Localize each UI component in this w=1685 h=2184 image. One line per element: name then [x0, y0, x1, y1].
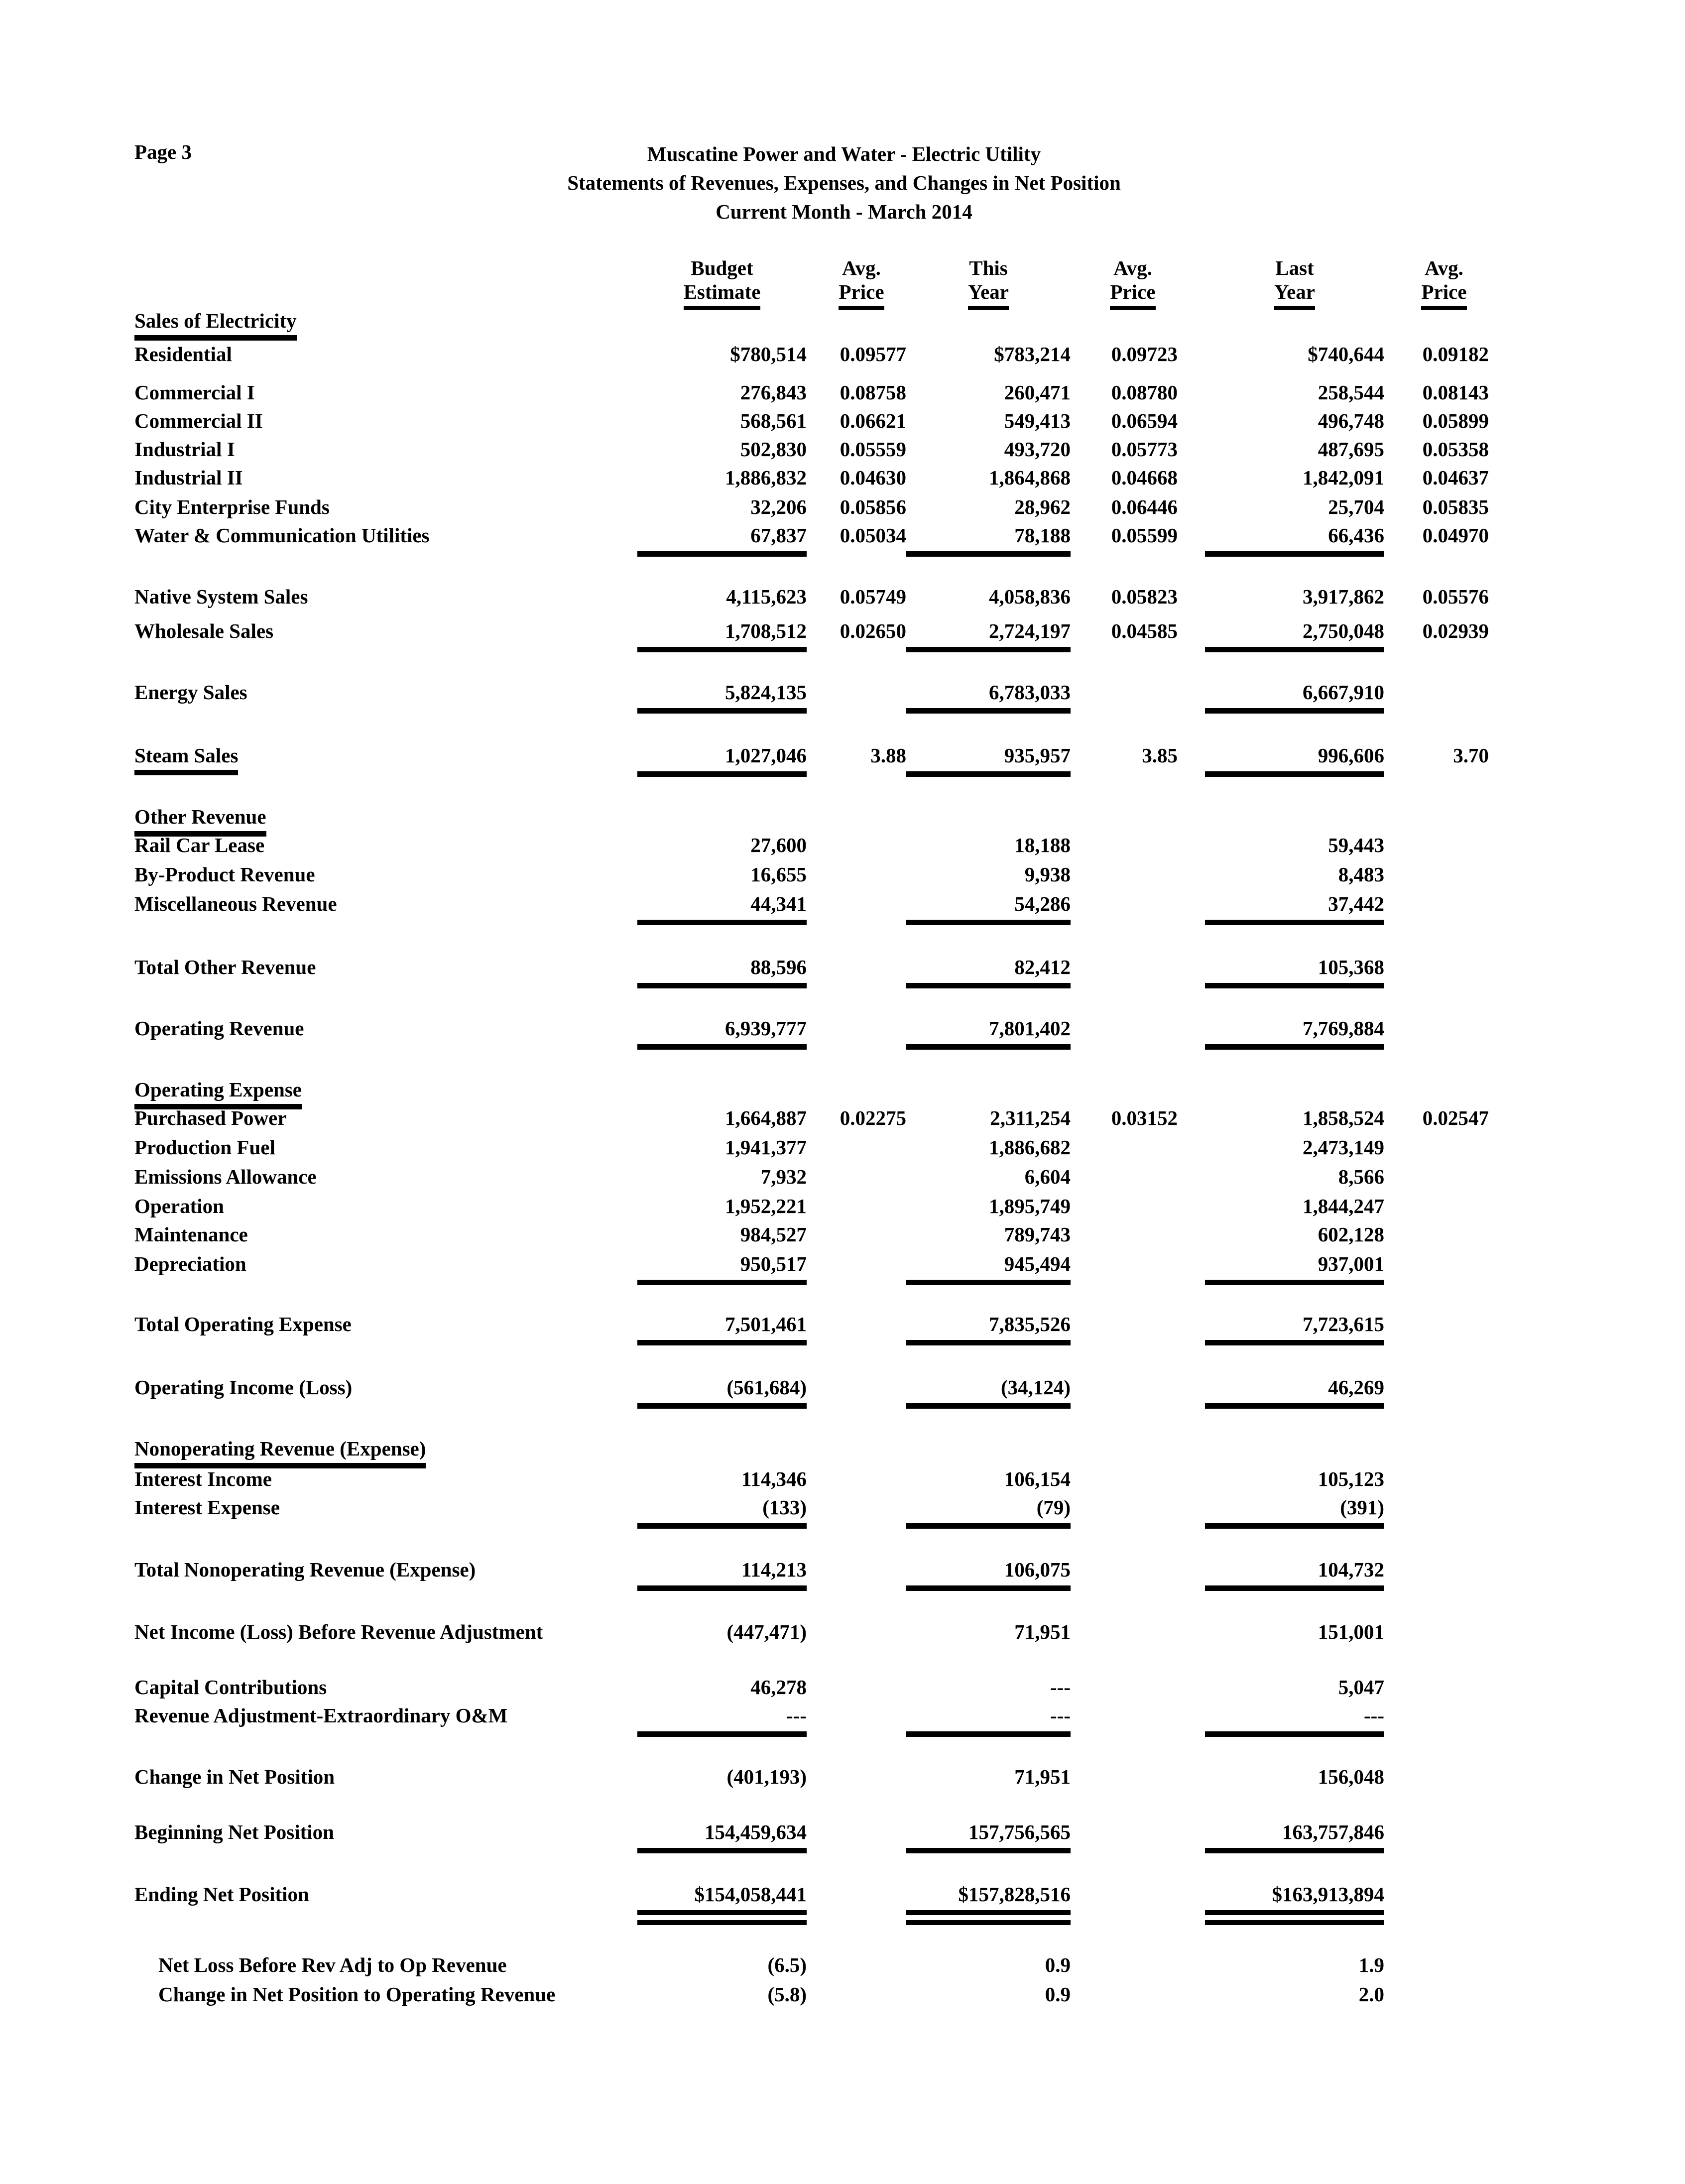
- table-row: [134, 803, 1489, 831]
- table-body: [134, 307, 1489, 2009]
- cell-value: 16,655: [750, 863, 807, 886]
- table-row: [134, 1556, 1489, 1591]
- cell-value: 0.05576: [1422, 585, 1489, 608]
- cell-value: 3.85: [1142, 744, 1178, 767]
- col-header-this-year-line2: Year: [968, 280, 1009, 310]
- cell-value: 59,443: [1328, 834, 1384, 856]
- cell-value: 0.04585: [1111, 619, 1178, 642]
- cell-value: 2,311,254: [990, 1106, 1071, 1129]
- row-label: Emissions Allowance: [134, 1165, 317, 1188]
- cell-value: 5,047: [1338, 1676, 1384, 1699]
- row-label: Net Income (Loss) Before Revenue Adjustment: [134, 1620, 543, 1643]
- cell-value: (401,193): [726, 1765, 807, 1788]
- table-row: [134, 407, 1489, 435]
- row-label: By-Product Revenue: [134, 863, 315, 886]
- row-label: City Enterprise Funds: [134, 495, 330, 518]
- cell-value: 0.05773: [1111, 438, 1178, 461]
- cell-value: 1,886,832: [725, 466, 807, 489]
- col-header-budget-line2: Estimate: [684, 280, 761, 310]
- cell-value: 71,951: [1014, 1765, 1071, 1788]
- cell-value: 28,962: [1014, 495, 1071, 518]
- row-label: Native System Sales: [134, 585, 308, 608]
- column-headers-line1: [134, 256, 1489, 280]
- cell-value: 0.09182: [1422, 343, 1489, 365]
- cell-value: 1,886,682: [989, 1136, 1071, 1159]
- row-label: Operation: [134, 1195, 224, 1217]
- cell-value: 7,801,402: [906, 1017, 1071, 1050]
- cell-value: 0.02275: [840, 1106, 906, 1129]
- cell-value: 7,501,461: [637, 1313, 807, 1345]
- cell-value: 1,708,512: [637, 619, 807, 652]
- cell-value: 0.05823: [1111, 585, 1178, 608]
- cell-value: 789,743: [1004, 1223, 1071, 1246]
- cell-value: 258,544: [1318, 381, 1384, 404]
- row-label: Net Loss Before Rev Adj to Op Revenue: [158, 1953, 507, 1976]
- document-header: [50, 139, 1638, 226]
- cell-value: 1,844,247: [1303, 1195, 1384, 1217]
- cell-value: 46,278: [750, 1676, 807, 1699]
- cell-value: 996,606: [1205, 744, 1384, 777]
- cell-value: 54,286: [906, 892, 1071, 925]
- cell-value: 6,604: [1024, 1165, 1071, 1188]
- row-label: Miscellaneous Revenue: [134, 892, 337, 915]
- cell-value: 0.09577: [840, 343, 906, 365]
- cell-value: 151,001: [1318, 1620, 1384, 1643]
- table-row: [134, 1435, 1489, 1463]
- cell-value: 7,932: [760, 1165, 807, 1188]
- cell-value: 0.04630: [840, 466, 906, 489]
- cell-value: 27,600: [750, 834, 807, 856]
- cell-value: 496,748: [1318, 409, 1384, 432]
- table-row: [134, 1192, 1489, 1220]
- cell-value: 0.05559: [840, 438, 906, 461]
- cell-value: 0.02547: [1422, 1106, 1489, 1129]
- table-row: [134, 1980, 1489, 2009]
- row-label: Operating Income (Loss): [134, 1376, 353, 1399]
- cell-value: (391): [1205, 1496, 1384, 1529]
- cell-value: 106,075: [906, 1558, 1071, 1591]
- row-label: Residential: [134, 343, 232, 365]
- cell-value: ---: [906, 1704, 1071, 1737]
- cell-value: 487,695: [1318, 438, 1384, 461]
- col-header-budget: Budget: [691, 256, 753, 279]
- cell-value: 260,471: [1004, 381, 1071, 404]
- cell-value: 950,517: [637, 1252, 807, 1285]
- cell-value: 1,842,091: [1303, 466, 1384, 489]
- row-label: Water & Communication Utilities: [134, 524, 430, 547]
- table-row: [134, 678, 1489, 714]
- cell-value: $780,514: [730, 343, 807, 365]
- cell-value: 104,732: [1205, 1558, 1384, 1591]
- cell-value: 9,938: [1024, 863, 1071, 886]
- cell-value: 106,154: [1004, 1467, 1071, 1490]
- cell-value: (6.5): [767, 1953, 807, 1976]
- page-number: Page 3: [134, 140, 192, 163]
- col-header-avg-price-3-line2: Price: [1421, 280, 1466, 310]
- table-row: [134, 890, 1489, 925]
- cell-value: 1,952,221: [725, 1195, 807, 1217]
- row-label: Rail Car Lease: [134, 834, 265, 856]
- cell-value: (79): [906, 1496, 1071, 1529]
- cell-value: $154,058,441: [637, 1883, 807, 1925]
- cell-value: 2,750,048: [1205, 619, 1384, 652]
- table-row: [134, 340, 1489, 368]
- section-header-label: Nonoperating Revenue (Expense): [134, 1437, 426, 1468]
- cell-value: 7,835,526: [906, 1313, 1071, 1345]
- cell-value: 0.9: [1045, 1983, 1071, 2006]
- cell-value: 6,939,777: [637, 1017, 807, 1050]
- col-header-avg-price-2-line2: Price: [1110, 280, 1155, 310]
- table-row: [134, 1310, 1489, 1345]
- cell-value: $163,913,894: [1205, 1883, 1384, 1925]
- table-row: [134, 953, 1489, 988]
- cell-value: 1,858,524: [1303, 1106, 1384, 1129]
- table-row: [134, 1014, 1489, 1050]
- row-label: Energy Sales: [134, 681, 247, 704]
- cell-value: 66,436: [1205, 524, 1384, 557]
- table-row: [134, 1076, 1489, 1104]
- cell-value: 154,459,634: [637, 1820, 807, 1853]
- cell-value: 1,027,046: [637, 744, 807, 777]
- cell-value: 44,341: [637, 892, 807, 925]
- cell-value: 502,830: [740, 438, 807, 461]
- cell-value: 105,368: [1205, 956, 1384, 988]
- cell-value: 8,566: [1338, 1165, 1384, 1188]
- row-label: Industrial I: [134, 438, 235, 461]
- col-header-avg-price-3: Avg.: [1425, 256, 1463, 279]
- cell-value: 0.06621: [840, 409, 906, 432]
- table-row: [134, 1250, 1489, 1285]
- cell-value: 37,442: [1205, 892, 1384, 925]
- table-row: [134, 1104, 1489, 1132]
- table-row: [134, 1673, 1489, 1701]
- col-header-avg-price-1: Avg.: [842, 256, 881, 279]
- cell-value: 7,723,615: [1205, 1313, 1384, 1345]
- cell-value: 0.05856: [840, 495, 906, 518]
- cell-value: $157,828,516: [906, 1883, 1071, 1925]
- row-label: Change in Net Position to Operating Revenue: [158, 1983, 556, 2006]
- cell-value: 0.05599: [1111, 524, 1178, 547]
- cell-value: 46,269: [1205, 1376, 1384, 1409]
- cell-value: 157,756,565: [906, 1820, 1071, 1853]
- table-row: [134, 741, 1489, 777]
- row-label: Revenue Adjustment-Extraordinary O&M: [134, 1704, 508, 1727]
- col-header-avg-price-1-line2: Price: [839, 280, 884, 310]
- table-row: [134, 1618, 1489, 1646]
- row-label: Maintenance: [134, 1223, 248, 1246]
- cell-value: 67,837: [637, 524, 807, 557]
- table-row: [134, 1880, 1489, 1925]
- cell-value: 105,123: [1318, 1467, 1384, 1490]
- row-label: Interest Expense: [134, 1496, 280, 1519]
- cell-value: 1,864,868: [989, 466, 1071, 489]
- cell-value: 0.05034: [840, 524, 906, 547]
- row-label: Total Other Revenue: [134, 956, 316, 978]
- col-header-this-year: This: [969, 256, 1008, 279]
- cell-value: 602,128: [1318, 1223, 1384, 1246]
- cell-value: 0.08758: [840, 381, 906, 404]
- cell-value: 2,473,149: [1303, 1136, 1384, 1159]
- cell-value: 0.05835: [1422, 495, 1489, 518]
- cell-value: 0.04970: [1422, 524, 1489, 547]
- col-header-last-year-line2: Year: [1274, 280, 1315, 310]
- table-row: [134, 493, 1489, 521]
- cell-value: 0.09723: [1111, 343, 1178, 365]
- cell-value: 8,483: [1338, 863, 1384, 886]
- cell-value: 276,843: [740, 381, 807, 404]
- row-label: Operating Revenue: [134, 1017, 304, 1040]
- cell-value: 4,058,836: [989, 585, 1071, 608]
- cell-value: ---: [1050, 1676, 1071, 1699]
- table-row: [134, 307, 1489, 335]
- cell-value: 0.04637: [1422, 466, 1489, 489]
- cell-value: 1.9: [1358, 1953, 1384, 1976]
- cell-value: 935,957: [906, 744, 1071, 777]
- table-row: [134, 1818, 1489, 1853]
- statement-title: Statements of Revenues, Expenses, and Changes in Net Position: [567, 171, 1121, 194]
- table-row: [134, 1133, 1489, 1162]
- cell-value: 0.04668: [1111, 466, 1178, 489]
- cell-value: 0.06594: [1111, 409, 1178, 432]
- row-label: Capital Contributions: [134, 1676, 327, 1699]
- cell-value: (133): [637, 1496, 807, 1529]
- cell-value: (34,124): [906, 1376, 1071, 1409]
- cell-value: 1,664,887: [725, 1106, 807, 1129]
- table-row: [134, 617, 1489, 652]
- cell-value: 156,048: [1318, 1765, 1384, 1788]
- cell-value: 3,917,862: [1303, 585, 1384, 608]
- cell-value: 78,188: [906, 524, 1071, 557]
- row-label: Commercial I: [134, 381, 255, 404]
- cell-value: 1,895,749: [989, 1195, 1071, 1217]
- section-header-label: Sales of Electricity: [134, 309, 297, 341]
- cell-value: ---: [1205, 1704, 1384, 1737]
- cell-value: 549,413: [1004, 409, 1071, 432]
- cell-value: 88,596: [637, 956, 807, 988]
- cell-value: 0.05749: [840, 585, 906, 608]
- org-title: Muscatine Power and Water - Electric Utility: [647, 142, 1041, 165]
- cell-value: 493,720: [1004, 438, 1071, 461]
- cell-value: 937,001: [1205, 1252, 1384, 1285]
- cell-value: 984,527: [740, 1223, 807, 1246]
- cell-value: 3.70: [1453, 744, 1489, 767]
- section-header-label: Other Revenue: [134, 805, 266, 837]
- cell-value: 0.05358: [1422, 438, 1489, 461]
- section-header-label: Operating Expense: [134, 1078, 302, 1109]
- cell-value: 114,346: [741, 1467, 807, 1490]
- cell-value: 2.0: [1358, 1983, 1384, 2006]
- cell-value: 114,213: [637, 1558, 807, 1591]
- table-row: [134, 1493, 1489, 1529]
- cell-value: 0.03152: [1111, 1106, 1178, 1129]
- col-header-last-year: Last: [1275, 256, 1314, 279]
- cell-value: 0.06446: [1111, 495, 1178, 518]
- table-row: [134, 583, 1489, 611]
- row-label: Beginning Net Position: [134, 1820, 334, 1843]
- cell-value: 0.05899: [1422, 409, 1489, 432]
- cell-value: 0.9: [1045, 1953, 1071, 1976]
- cell-value: 6,667,910: [1205, 681, 1384, 714]
- table-row: [134, 521, 1489, 557]
- table-row: [134, 1220, 1489, 1249]
- table-row: [134, 1763, 1489, 1791]
- row-label: Ending Net Position: [134, 1883, 309, 1906]
- table-row: [134, 1951, 1489, 1979]
- cell-value: 0.02939: [1422, 619, 1489, 642]
- cell-value: 1,941,377: [725, 1136, 807, 1159]
- row-label: Wholesale Sales: [134, 619, 274, 642]
- row-label: Interest Income: [134, 1467, 272, 1490]
- cell-value: (561,684): [637, 1376, 807, 1409]
- cell-value: 7,769,884: [1205, 1017, 1384, 1050]
- cell-value: 5,824,135: [637, 681, 807, 714]
- cell-value: 2,724,197: [906, 619, 1071, 652]
- row-label: Change in Net Position: [134, 1765, 335, 1788]
- table-row: [134, 1465, 1489, 1493]
- cell-value: 0.08780: [1111, 381, 1178, 404]
- cell-value: 0.08143: [1422, 381, 1489, 404]
- col-header-avg-price-2: Avg.: [1113, 256, 1152, 279]
- row-label: Industrial II: [134, 466, 243, 489]
- cell-value: 71,951: [1014, 1620, 1071, 1643]
- cell-value: (447,471): [726, 1620, 807, 1643]
- section-header-label: Steam Sales: [134, 744, 238, 775]
- cell-value: 6,783,033: [906, 681, 1071, 714]
- table-row: [134, 831, 1489, 859]
- cell-value: 32,206: [750, 495, 807, 518]
- cell-value: 25,704: [1328, 495, 1384, 518]
- table-row: [134, 464, 1489, 492]
- financial-table: [134, 256, 1489, 2009]
- table-row: [134, 1373, 1489, 1409]
- table-row: [134, 860, 1489, 889]
- cell-value: 82,412: [906, 956, 1071, 988]
- row-label: Production Fuel: [134, 1136, 275, 1159]
- row-label: Commercial II: [134, 409, 263, 432]
- row-label: Depreciation: [134, 1252, 246, 1275]
- row-label: Purchased Power: [134, 1106, 287, 1129]
- cell-value: 3.88: [870, 744, 906, 767]
- column-headers-line2: [134, 280, 1489, 304]
- cell-value: 945,494: [906, 1252, 1071, 1285]
- cell-value: ---: [637, 1704, 807, 1737]
- cell-value: 0.02650: [840, 619, 906, 642]
- row-label: Total Operating Expense: [134, 1313, 352, 1335]
- cell-value: $783,214: [994, 343, 1071, 365]
- period-title: Current Month - March 2014: [716, 200, 972, 223]
- row-label: Total Nonoperating Revenue (Expense): [134, 1558, 476, 1581]
- cell-value: $740,644: [1308, 343, 1384, 365]
- cell-value: 163,757,846: [1205, 1820, 1384, 1853]
- table-row: [134, 378, 1489, 407]
- cell-value: (5.8): [767, 1983, 807, 2006]
- cell-value: 4,115,623: [726, 585, 807, 608]
- cell-value: 568,561: [740, 409, 807, 432]
- table-row: [134, 1701, 1489, 1737]
- table-row: [134, 1163, 1489, 1191]
- cell-value: 18,188: [1014, 834, 1071, 856]
- table-row: [134, 435, 1489, 464]
